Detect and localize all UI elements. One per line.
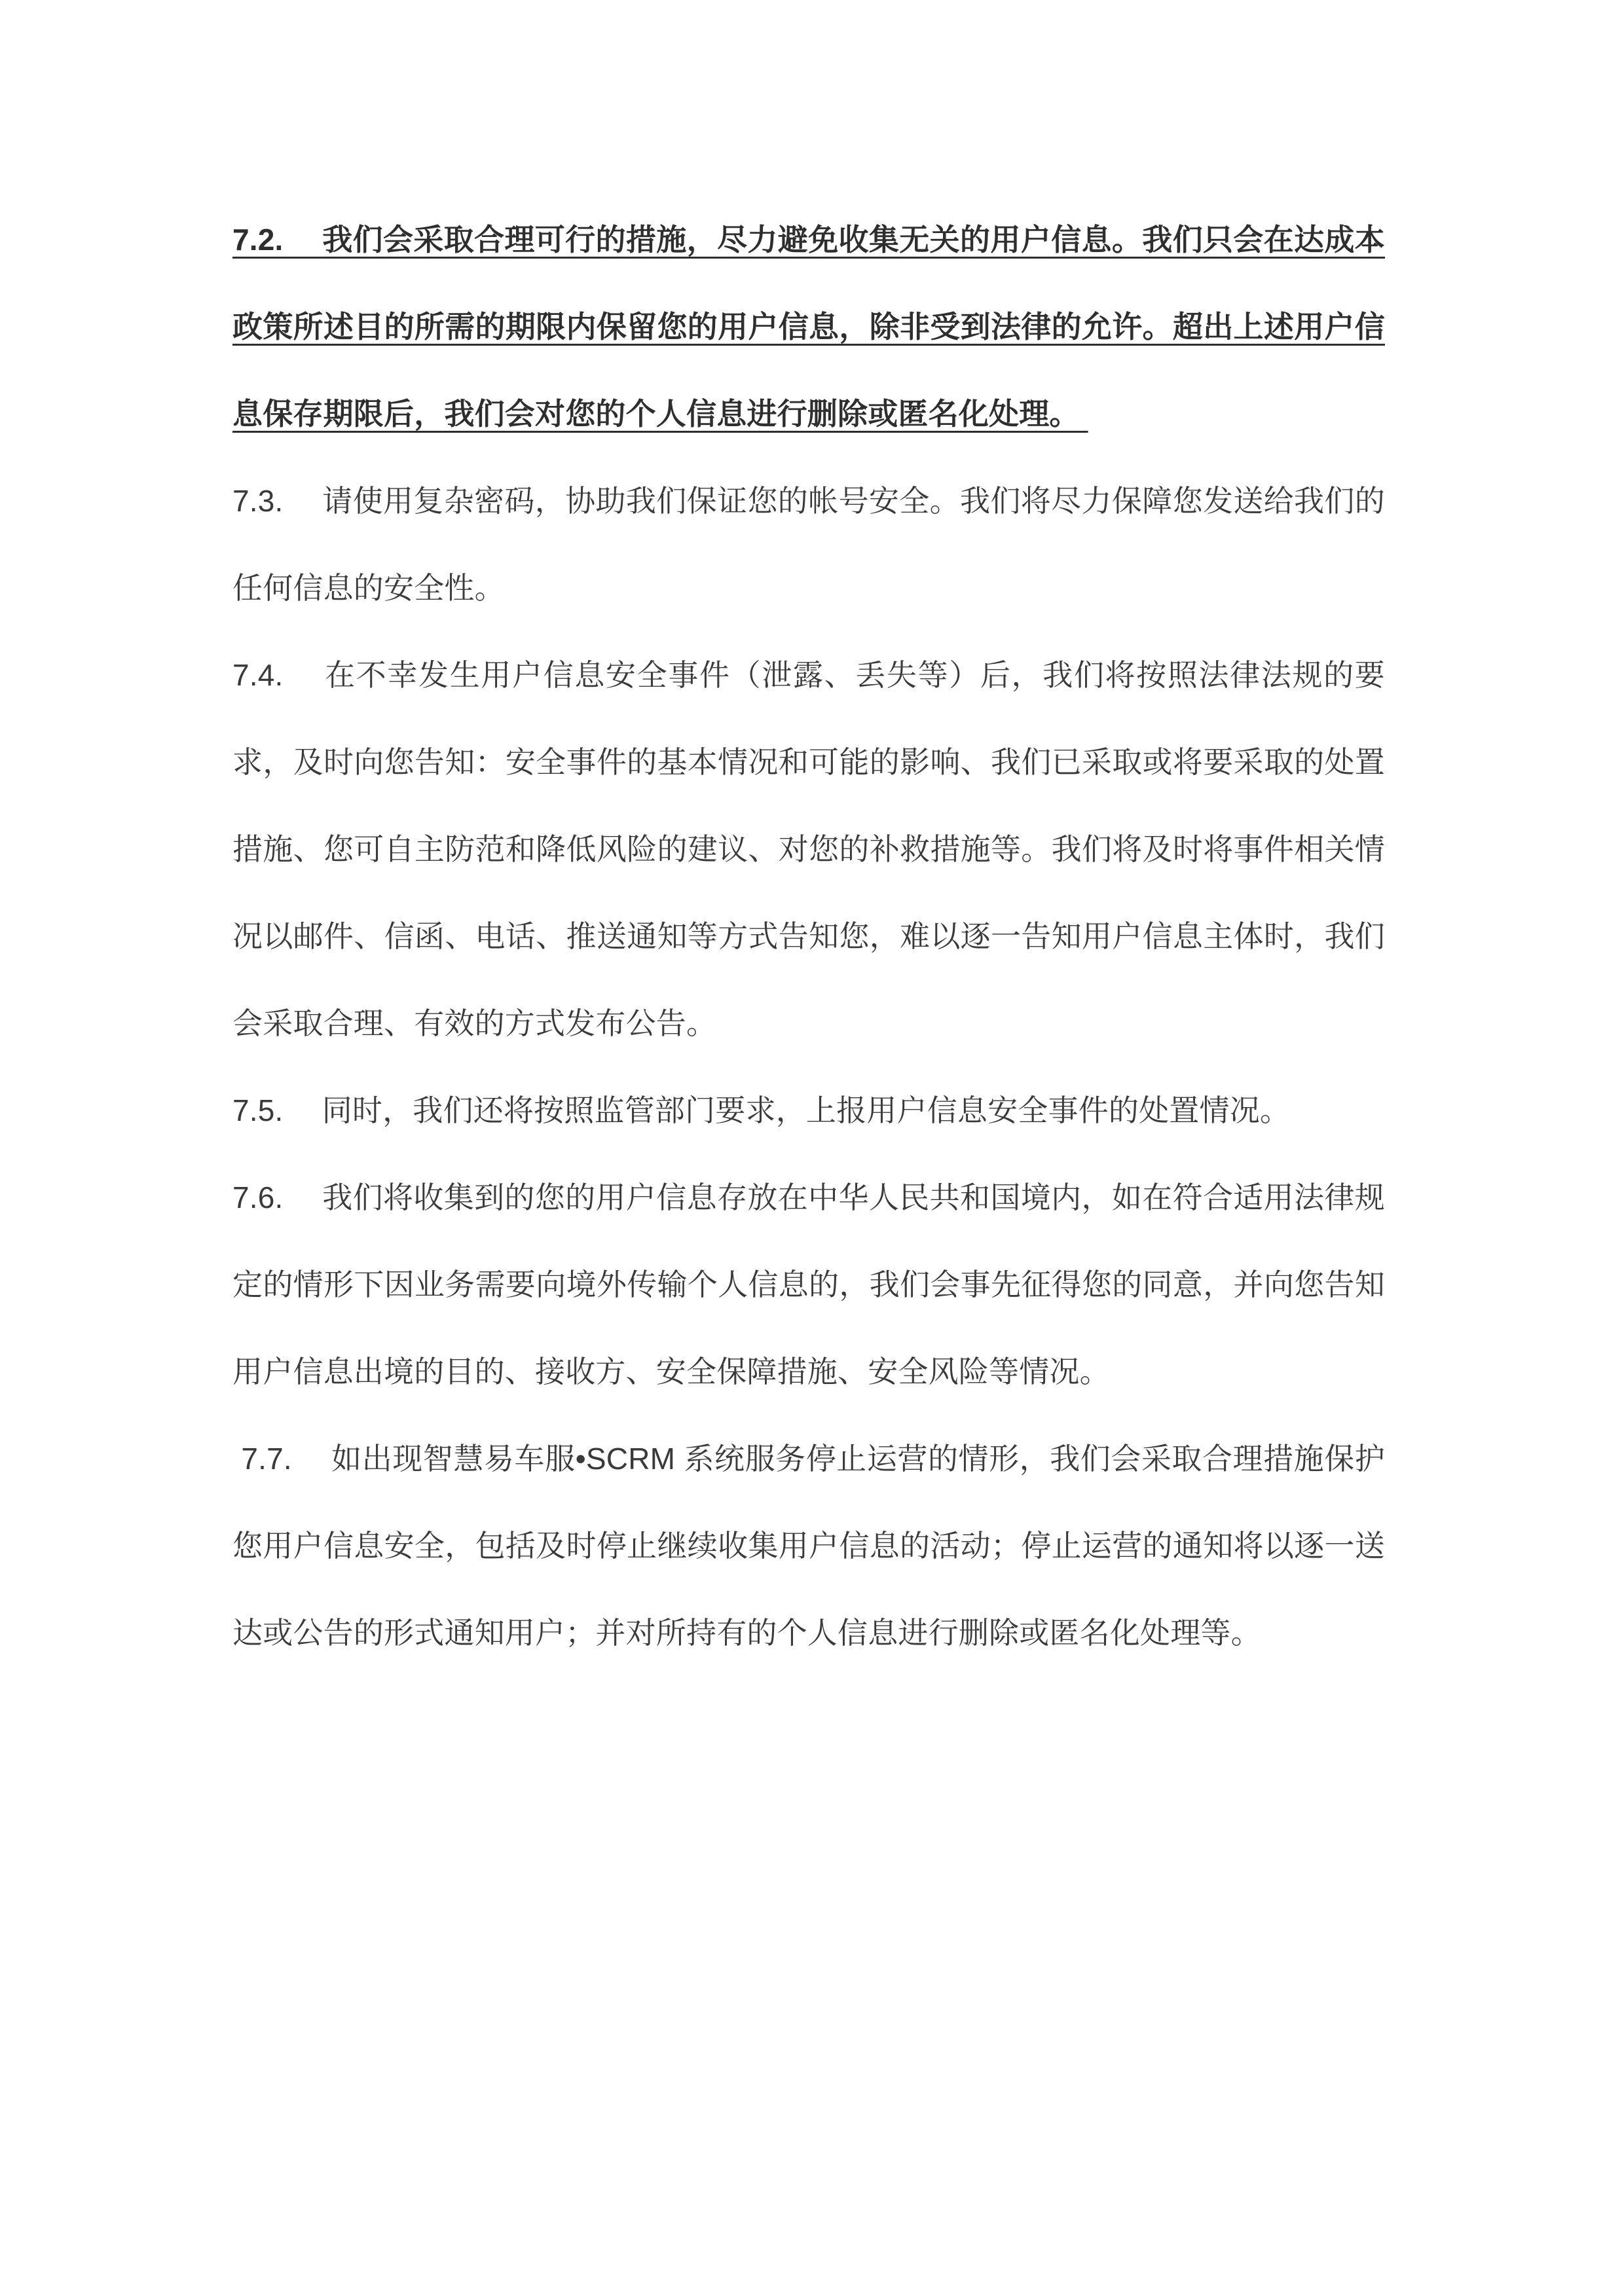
document-body <box>232 196 1385 1677</box>
paragraph-7-3: 7.3. 请使用复杂密码，协助我们保证您的帐号安全。我们将尽力保障您发送给我们的任何信息的安全性。 <box>232 484 1385 605</box>
paragraph-7-5: 7.5. 同时，我们还将按照监管部门要求，上报用户信息安全事件的处置情况。 <box>232 1093 1291 1127</box>
paragraph-7-4: 7.4. 在不幸发生用户信息安全事件（泄露、丢失等）后，我们将按照法律法规的要求，及时向您告知：安全事件的基本情况和可能的影响、我们已采取或将要采取的处置措施、您可自主防范和降低风险的建议、对您的补救措施等。我们将及时将事件相关情况以邮件、信函、电话、推送通知等方式告知您，难以逐一告知用户信息主体时，我们会采取合理、有效的方式发布公告。 <box>232 658 1385 1040</box>
paragraph-7-2: 7.2. 我们会采取合理可行的措施，尽力避免收集无关的用户信息。我们只会在达成本政策所述目的所需的期限内保留您的用户信息，除非受到法律的允许。超出上述用户信息保存期限后，我们会对您的个人信息进行删除或匿名化处理。 <box>232 223 1385 431</box>
paragraph-7-6: 7.6. 我们将收集到的您的用户信息存放在中华人民共和国境内，如在符合适用法律规定的情形下因业务需要向境外传输个人信息的，我们会事先征得您的同意，并向您告知用户信息出境的目的、接收方、安全保障措施、安全风险等情况。 <box>232 1180 1385 1389</box>
paragraph-7-7: 7.7. 如出现智慧易车服•SCRM 系统服务停止运营的情形，我们会采取合理措施保护您用户信息安全，包括及时停止继续收集用户信息的活动；停止运营的通知将以逐一送达或公告的形式通知用户；并对所持有的个人信息进行删除或匿名化处理等。 <box>232 1442 1385 1650</box>
